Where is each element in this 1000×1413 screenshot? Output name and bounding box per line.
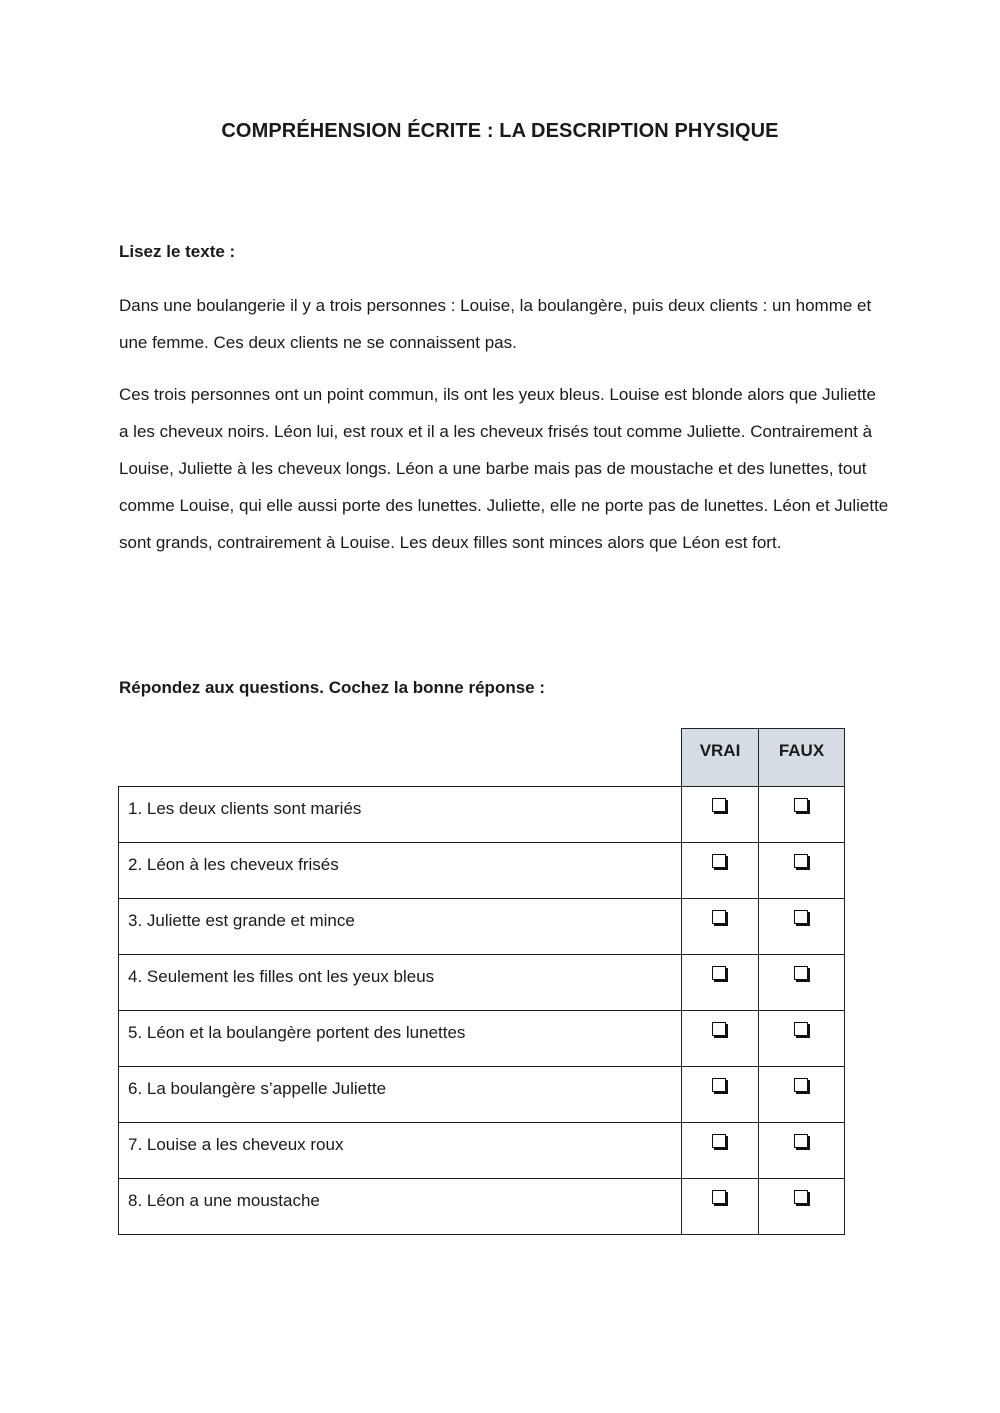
faux-checkbox-2[interactable] <box>794 854 808 868</box>
faux-checkbox-7[interactable] <box>794 1134 808 1148</box>
vrai-cell-3 <box>682 898 759 954</box>
faux-checkbox-6[interactable] <box>794 1078 808 1092</box>
vrai-checkbox-2[interactable] <box>712 854 726 868</box>
vrai-column-header: VRAI <box>682 729 759 787</box>
faux-checkbox-3[interactable] <box>794 910 808 924</box>
statement-3: 3. Juliette est grande et mince <box>119 898 682 954</box>
table-row <box>119 1122 845 1178</box>
vrai-checkbox-6[interactable] <box>712 1078 726 1092</box>
statement-1: 1. Les deux clients sont mariés <box>119 786 682 842</box>
page-title: COMPRÉHENSION ÉCRITE : LA DESCRIPTION PHYSIQUE <box>221 120 779 142</box>
text-paragraph-1: Dans une boulangerie il y a trois personnes : Louise, la boulangère, puis deux clients : un homme et une femme. Ces deux clients ne se connaissent pas. <box>119 296 872 352</box>
table-row <box>119 786 845 842</box>
faux-cell-6 <box>759 1066 845 1122</box>
faux-column-header: FAUX <box>759 729 845 787</box>
table-row <box>119 954 845 1010</box>
statement-4: 4. Seulement les filles ont les yeux bleus <box>119 954 682 1010</box>
vrai-cell-6 <box>682 1066 759 1122</box>
vrai-checkbox-1[interactable] <box>712 798 726 812</box>
table-row <box>119 898 845 954</box>
true-false-table <box>118 728 845 1235</box>
faux-checkbox-1[interactable] <box>794 798 808 812</box>
table-row <box>119 1066 845 1122</box>
faux-checkbox-4[interactable] <box>794 966 808 980</box>
vrai-cell-7 <box>682 1122 759 1178</box>
text-paragraph-2: Ces trois personnes ont un point commun, ils ont les yeux bleus. Louise est blonde alors que Juliette a les cheveux noirs. Léon lui, est roux et il a les cheveux frisés tout comme Juliette. Contrairement à Louise, Juliette à les cheveux longs. Léon a une barbe mais pas de moustache et des lunettes, tout comme Louise, qui elle aussi porte des lunettes. Juliette, elle ne porte pas de lunettes. Léon et Juliette sont grands, contrairement à Louise. Les deux filles sont minces alors que Léon est fort. <box>119 385 889 552</box>
vrai-cell-8 <box>682 1178 759 1234</box>
faux-cell-8 <box>759 1178 845 1234</box>
vrai-cell-5 <box>682 1010 759 1066</box>
faux-checkbox-5[interactable] <box>794 1022 808 1036</box>
statement-2: 2. Léon à les cheveux frisés <box>119 842 682 898</box>
table-header-row <box>119 729 845 787</box>
read-instruction: Lisez le texte : <box>119 242 236 261</box>
faux-cell-1 <box>759 786 845 842</box>
faux-cell-5 <box>759 1010 845 1066</box>
faux-cell-3 <box>759 898 845 954</box>
vrai-checkbox-4[interactable] <box>712 966 726 980</box>
faux-cell-2 <box>759 842 845 898</box>
faux-cell-4 <box>759 954 845 1010</box>
vrai-checkbox-5[interactable] <box>712 1022 726 1036</box>
faux-checkbox-8[interactable] <box>794 1190 808 1204</box>
table-row <box>119 1178 845 1234</box>
statement-7: 7. Louise a les cheveux roux <box>119 1122 682 1178</box>
statement-5: 5. Léon et la boulangère portent des lunettes <box>119 1010 682 1066</box>
table-row <box>119 1010 845 1066</box>
vrai-checkbox-8[interactable] <box>712 1190 726 1204</box>
statement-8: 8. Léon a une moustache <box>119 1178 682 1234</box>
table-row <box>119 842 845 898</box>
vrai-cell-4 <box>682 954 759 1010</box>
questions-instruction: Répondez aux questions. Cochez la bonne réponse : <box>119 678 546 697</box>
vrai-cell-1 <box>682 786 759 842</box>
faux-cell-7 <box>759 1122 845 1178</box>
vrai-checkbox-7[interactable] <box>712 1134 726 1148</box>
vrai-cell-2 <box>682 842 759 898</box>
statement-6: 6. La boulangère s’appelle Juliette <box>119 1066 682 1122</box>
header-blank-cell <box>119 729 682 787</box>
vrai-checkbox-3[interactable] <box>712 910 726 924</box>
